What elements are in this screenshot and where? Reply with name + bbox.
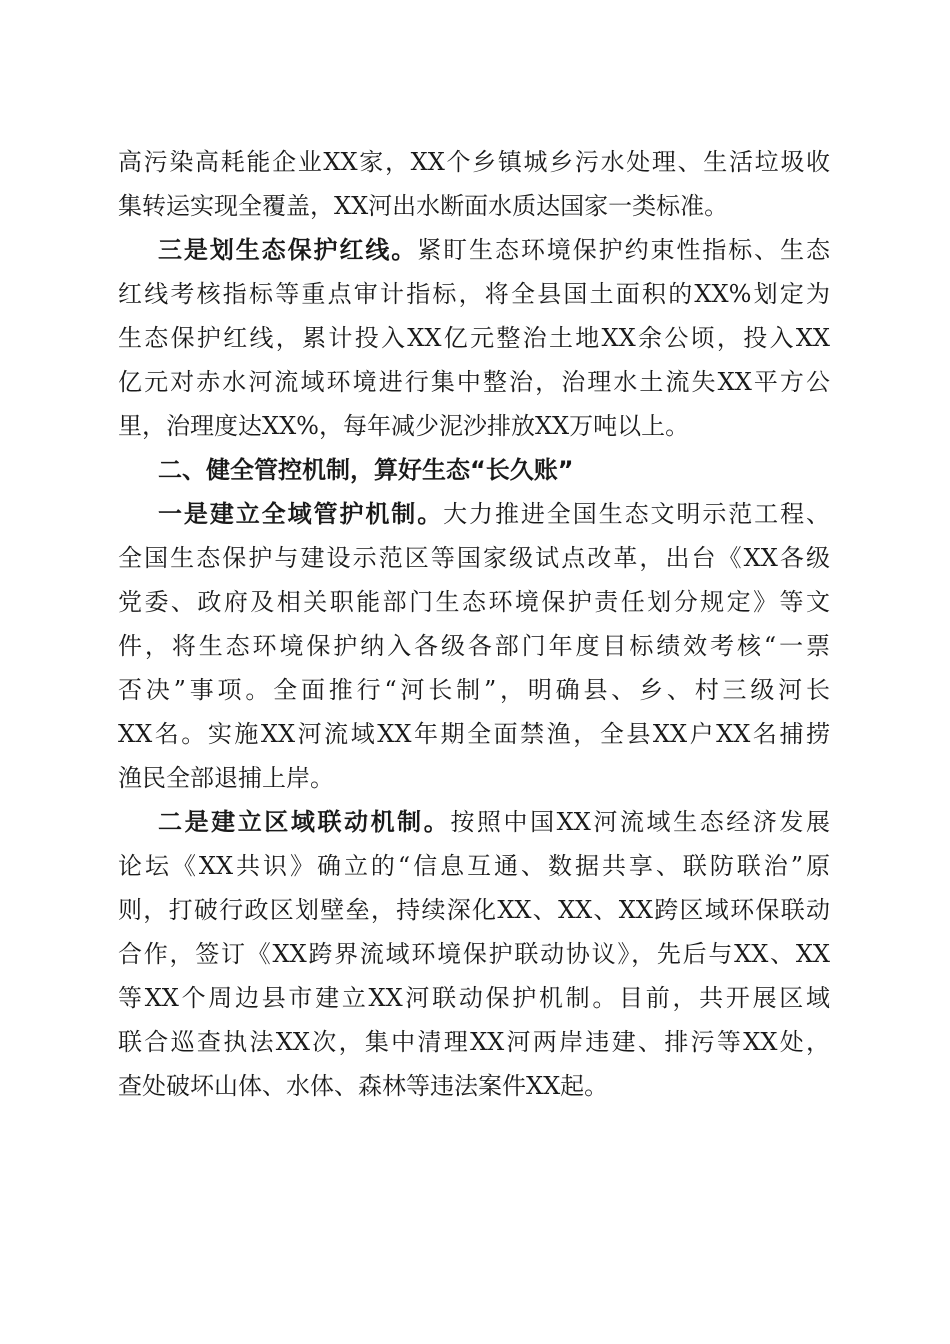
text-line: 亿元对赤水河流域环境进行集中整治，治理水土流失XX平方公 [118, 368, 830, 396]
section-heading: 二、健全管控机制，算好生态“长久账” [158, 456, 574, 484]
text-line [118, 492, 830, 536]
text-line: 党委、政府及相关职能部门生态环境保护责任划分规定》等文 [118, 588, 830, 616]
text-line: 高污染高耗能企业XX家，XX个乡镇城乡污水处理、生活垃圾收 [118, 148, 830, 176]
text-segment: 大力推进全国生态文明示范工程、 [443, 500, 831, 528]
text-segment: 按照中国XX河流域生态经济发展 [450, 808, 831, 836]
text-line: 件，将生态环境保护纳入各级各部门年度目标绩效考核“一票 [118, 632, 830, 660]
paragraph-3 [118, 492, 830, 800]
document-body [118, 140, 830, 1108]
text-line: 否决”事项。全面推行“河长制”，明确县、乡、村三级河长 [118, 676, 830, 704]
text-line [118, 800, 830, 844]
text-line: 生态保护红线，累计投入XX亿元整治土地XX余公顷，投入XX [118, 324, 830, 352]
paragraph-1 [118, 140, 830, 228]
text-line: 全国生态保护与建设示范区等国家级试点改革，出台《XX各级 [118, 544, 830, 572]
text-line [118, 228, 830, 272]
paragraph-4 [118, 800, 830, 1108]
paragraph-lead: 二是建立区域联动机制。 [158, 807, 451, 836]
text-segment: 紧盯生态环境保护约束性指标、生态 [417, 236, 831, 264]
text-line: XX名。实施XX河流域XX年期全面禁渔，全县XX户XX名捕捞 [118, 720, 830, 748]
paragraph-lead: 三是划生态保护红线。 [158, 235, 418, 264]
text-line: 联合巡查执法XX次，集中清理XX河两岸违建、排污等XX处， [118, 1028, 830, 1056]
text-line: 合作，签订《XX跨界流域环境保护联动协议》，先后与XX、XX [118, 940, 830, 968]
text-line: 论坛《XX共识》确立的“信息互通、数据共享、联防联治”原 [118, 852, 830, 880]
paragraph-2 [118, 228, 830, 448]
text-line: 查处破坏山体、水体、森林等违法案件XX起。 [118, 1072, 609, 1100]
text-line: 等XX个周边县市建立XX河联动保护机制。目前，共开展区域 [118, 984, 830, 1012]
text-line: 渔民全部退捕上岸。 [118, 764, 334, 792]
text-line: 红线考核指标等重点审计指标，将全县国土面积的XX%划定为 [118, 280, 830, 308]
text-line: 里，治理度达XX%，每年减少泥沙排放XX万吨以上。 [118, 412, 690, 440]
text-line: 则，打破行政区划壁垒，持续深化XX、XX、XX跨区域环保联动 [118, 896, 830, 924]
paragraph-lead: 一是建立全域管护机制。 [158, 499, 444, 528]
text-line: 集转运实现全覆盖，XX河出水断面水质达国家一类标准。 [118, 192, 729, 220]
